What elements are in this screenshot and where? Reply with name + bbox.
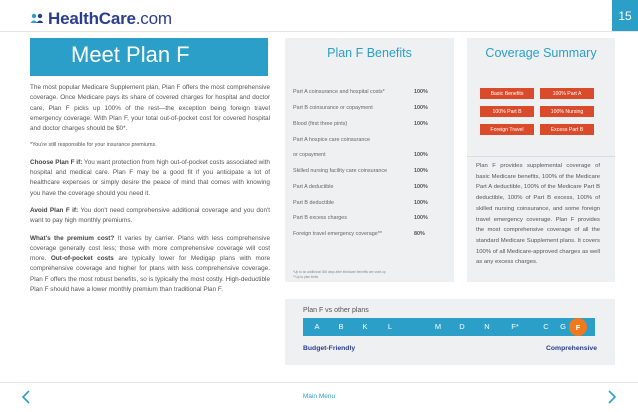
plan-letter-n: N (484, 322, 490, 331)
benefit-label: Part B deductible (293, 200, 335, 206)
benefit-label: Foreign travel emergency coverage** (293, 231, 382, 237)
premium-note: *You're still responsible for your insurance premiums. (30, 142, 157, 149)
benefits-title: Plan F Benefits (327, 46, 412, 60)
benefit-value: 100% (414, 152, 428, 158)
choose-paragraph (30, 158, 270, 199)
benefit-label: Part A hospice care coinsurance (293, 137, 371, 143)
title-banner (30, 38, 268, 76)
benefit-value: 100% (414, 121, 428, 127)
benefit-label: Part B excess charges (293, 215, 347, 221)
people-logo-icon (30, 12, 44, 26)
footer-divider (0, 382, 638, 383)
cost-label: What's the premium cost? (30, 234, 115, 242)
plan-f-highlight: F (569, 318, 587, 336)
benefits-footnote-2: **Up to plan limits (293, 275, 319, 279)
benefits-footnote-1: *Up to an additional 365 days after Medicare benefits are used up (293, 270, 386, 274)
cost-paragraph (30, 234, 270, 296)
coverage-summary-title: Coverage Summary (485, 46, 597, 60)
choose-label: Choose Plan F if: (30, 158, 83, 166)
benefit-label: Part A deductible (293, 184, 334, 190)
comprehensive-label: Comprehensive (546, 345, 597, 352)
summary-divider (467, 156, 615, 157)
avoid-text: You don't need comprehensive additional coverage and you don't want to pay high monthly premiums. (30, 206, 270, 225)
cost-text-1: It varies by carrier. Plans with less comprehensive coverage generally cost less; those with more comprehensive coverage will cost more. (30, 234, 271, 263)
comparison-title: Plan F vs other plans (303, 307, 369, 314)
avoid-label: Avoid Plan F if: (30, 206, 79, 214)
chip-excess-part-b: Excess Part B (540, 124, 594, 135)
benefit-label: or copayment (293, 152, 326, 158)
coverage-summary-text: Plan F provides supplemental coverage of basic Medicare benefits, 100% of the Medicare Part A deductible, 100% of the Medicare Part B deductible, 100% of Part B excess, 100% of skilled nursing coinsurance, and some foreign travel emergency coverage. Plan F provides the most comprehensive coverage of all the standard Medicare Supplement plans. It covers 100% of all Medicare-approved charges as well as any excess charges. (476, 163, 600, 266)
chip-basic-benefits: Basic Benefits (480, 88, 534, 99)
benefit-value: 100% (414, 215, 428, 221)
benefit-label: Skilled nursing facility care coinsurance (293, 168, 388, 174)
benefit-label: Part A coinsurance and hospital costs* (293, 89, 385, 95)
plan-letter-l: L (387, 322, 393, 331)
page-number: 15 (612, 0, 638, 31)
logo-suffix: .com (135, 9, 172, 28)
benefit-value: 100% (414, 168, 428, 174)
chevron-right-icon[interactable] (606, 390, 618, 404)
oop-label: Out-of-pocket costs (50, 255, 114, 263)
plan-letter-a: A (314, 322, 320, 331)
plan-letter-m: M (434, 322, 442, 331)
intro-paragraph: The most popular Medicare Supplement plan, Plan F offers the most comprehensive coverage. Once Medicare pays its share of covered charges for hospital and doctor care, Plan F picks up 100% of the rest—the exception being foreign travel emergency coverage. With Plan F, your total out-of-pocket cost for covered hospital and doctor charges should be $0*. (30, 84, 270, 133)
benefit-label: Part B coinsurance or copayment (293, 105, 373, 111)
header-divider (0, 31, 638, 32)
benefits-panel (285, 38, 454, 282)
plan-letter-k: K (362, 322, 368, 331)
logo-text: HealthCare.com (48, 9, 172, 28)
chip-part-a: 100% Part A (540, 88, 594, 99)
chip-foreign-travel: Foreign Travel (480, 124, 534, 135)
chip-part-b: 100% Part B (480, 106, 534, 117)
plan-letter-d: D (459, 322, 465, 331)
choose-text: You want protection from high out-of-pocket costs associated with hospital and medical care. Plan F may be a good fit if you anticipate a lot of healthcare expenses or simply desire the peace of mind that comes with knowing you have the coverage should you need it. (30, 158, 270, 197)
cost-text-2: are typically lower for Medigap plans with more comprehensive coverage and higher for plans with less comprehensive coverage. Plan F offers the most robust benefits, so is typically the most costly. High-deductible Plan F should have a lower monthly premium than traditional Plan F. (30, 255, 271, 294)
plan-letter-g: G (560, 322, 566, 331)
benefit-value: 100% (414, 184, 428, 190)
plan-letter-b: B (338, 322, 344, 331)
benefit-value: 100% (414, 105, 428, 111)
article-body (30, 83, 270, 302)
benefit-label: Blood (first three pints) (293, 121, 348, 127)
plan-letter-f-star: F* (511, 322, 519, 331)
benefit-value: 80% (414, 231, 425, 237)
budget-friendly-label: Budget-Friendly (303, 345, 356, 352)
benefit-value: 100% (414, 89, 428, 95)
avoid-paragraph (30, 206, 270, 227)
main-menu-link[interactable]: Main Menu (302, 393, 336, 400)
logo[interactable] (30, 9, 172, 29)
chip-nursing: 100% Nursing (540, 106, 594, 117)
benefit-value: 100% (414, 200, 428, 206)
page-title: Meet Plan F (71, 42, 190, 67)
plan-letter-c: C (543, 322, 549, 331)
